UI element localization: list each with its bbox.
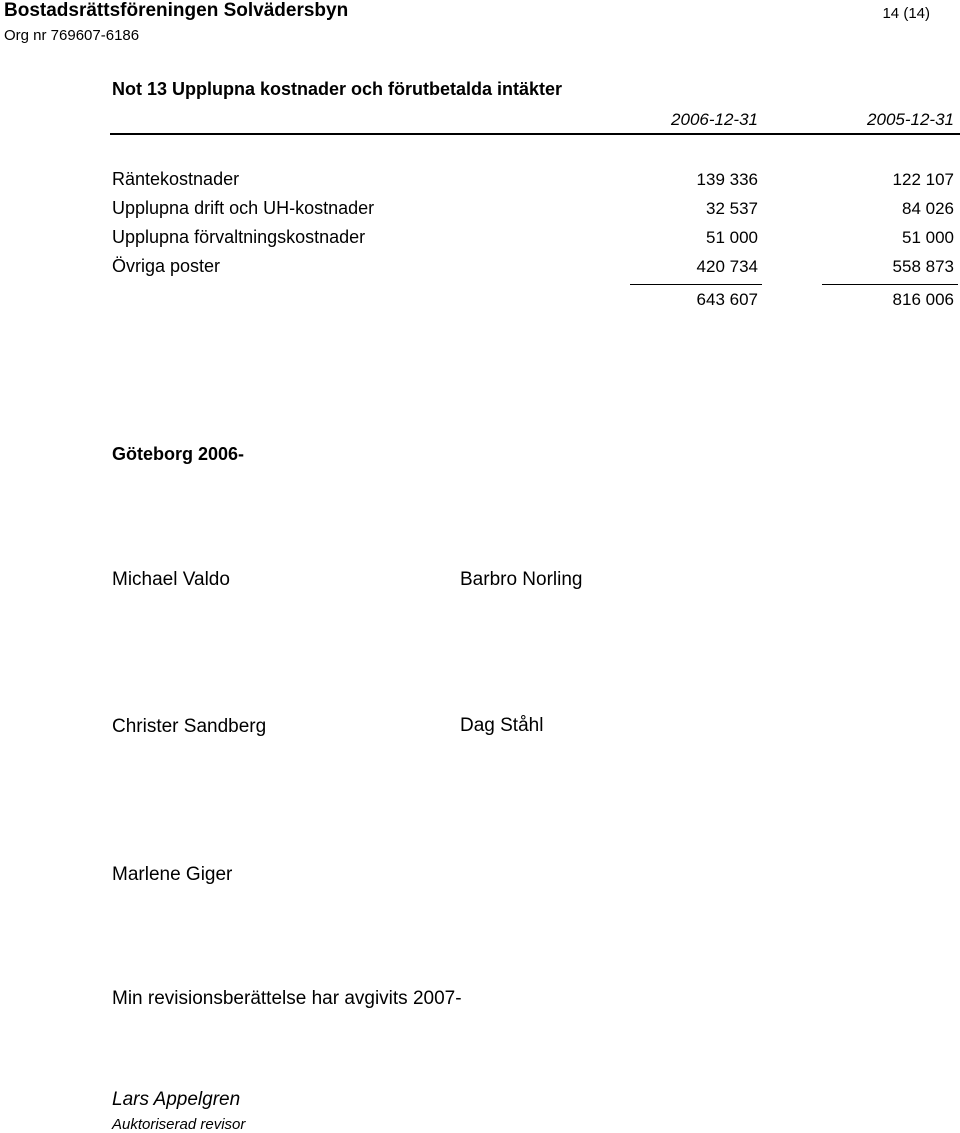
header-divider	[110, 133, 960, 135]
signatory-name: Christer Sandberg	[112, 716, 267, 737]
organization-number: Org nr 769607-6186	[4, 27, 140, 44]
row-label: Upplupna förvaltningskostnader	[112, 227, 366, 247]
total-value-2005: 816 006	[892, 290, 954, 309]
row-label: Övriga poster	[112, 256, 221, 276]
organization-name: Bostadsrättsföreningen Solvädersbyn	[4, 0, 349, 21]
sum-underline-2006	[630, 284, 762, 285]
signatory-name: Marlene Giger	[112, 864, 233, 885]
row-value-2005: 84 026	[902, 199, 954, 218]
row-label: Upplupna drift och UH-kostnader	[112, 198, 375, 218]
auditor-name: Lars Appelgren	[112, 1089, 241, 1110]
sum-underline-2005	[822, 284, 958, 285]
row-value-2006: 139 336	[696, 170, 758, 189]
signatory-name: Dag Ståhl	[460, 715, 544, 736]
note-title: Not 13 Upplupna kostnader och förutbetalda intäkter	[112, 79, 563, 99]
row-value-2006: 51 000	[706, 228, 758, 247]
signatory-name: Barbro Norling	[460, 569, 583, 590]
row-value-2005: 51 000	[902, 228, 954, 247]
signatory-name: Michael Valdo	[112, 569, 230, 590]
row-value-2005: 558 873	[892, 257, 954, 276]
row-value-2005: 122 107	[892, 170, 954, 189]
row-value-2006: 32 537	[706, 199, 758, 218]
auditor-title: Auktoriserad revisor	[112, 1116, 246, 1133]
page-number: 14 (14)	[882, 5, 930, 22]
total-value-2006: 643 607	[696, 290, 758, 309]
column-header-2006: 2006-12-31	[671, 110, 758, 129]
place-and-date: Göteborg 2006-	[112, 444, 245, 464]
row-label: Räntekostnader	[112, 169, 240, 189]
audit-statement: Min revisionsberättelse har avgivits 2007-	[112, 988, 462, 1009]
column-header-2005: 2005-12-31	[867, 110, 954, 129]
row-value-2006: 420 734	[696, 257, 758, 276]
